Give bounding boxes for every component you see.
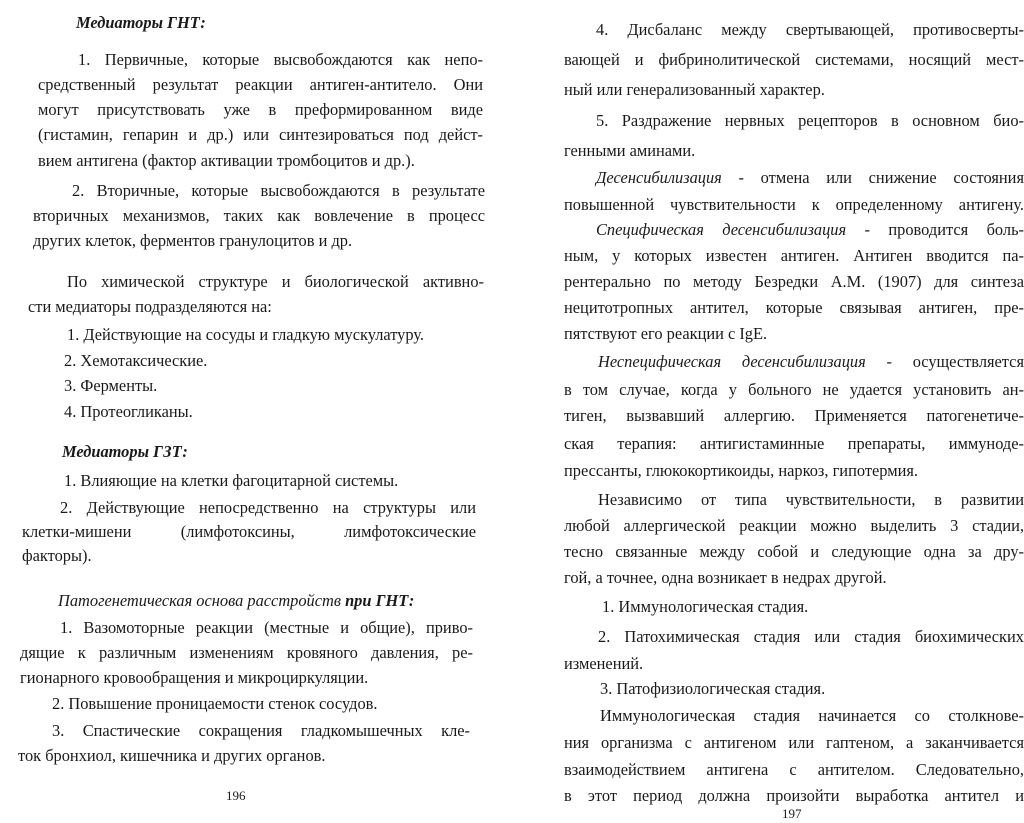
text-line: рентерально по методу Безредки А.М. (1907) для синтеза [564,272,1024,291]
text-line: могут присутствовать уже в преформированном виде [38,100,483,119]
list-item: 2. Повышение проницаемости стенок сосудов. [52,694,378,713]
text-line: повышенной чувствительности к определенному антигену. [564,195,1024,214]
text-line: 4. Дисбаланс между свертывающей, противосверты- [596,20,1024,39]
text-line: нецитотропных антител, которые связывая антиген, пре- [564,298,1024,317]
list-item: 3. Патофизиологическая стадия. [600,679,826,698]
text-line: 2. Вторичные, которые высвобождаются в результате [72,181,485,200]
text-span: - осуществляется [865,352,1024,371]
term-nonspecific-desensitization: Неспецифическая десенсибилизация [598,352,866,371]
text-line: вающей и фибринолитической системами, носящий мест- [564,50,1024,69]
page-number: 196 [226,788,246,803]
text-line: сти медиаторы подразделяются на: [28,297,272,316]
text-line: Иммунологическая стадия начинается со столкнове- [600,706,1024,725]
text-line: вием антигена (фактор активации тромбоцитов и др.). [38,151,415,170]
text-line: взаимодействием антигена с антителом. Следовательно, [564,760,1024,779]
text-line: клетки-мишени (лимфотоксины, лимфотоксические [22,522,476,541]
list-item: 1. Иммунологическая стадия. [602,597,809,616]
text-line: пятствуют его реакции с IgE. [564,324,768,343]
text-line: тиген, вызвавший аллергию. Применяется патогенетиче- [564,406,1024,425]
text-line: изменений. [564,654,644,673]
text-line: ным, у которых известен антиген. Антиген вводится па- [564,246,1024,265]
text-line: вторичных механизмов, таких как вовлечение в процесс [33,206,485,225]
heading-patho-bold: при ГНТ: [345,591,415,610]
text-line: (гистамин, гепарин и др.) или синтезироваться под дейст- [38,125,483,144]
text-line: средственный результат реакции антиген-антитело. Они [38,75,483,94]
text-line: Независимо от типа чувствительности, в развитии [598,490,1024,509]
text-line: 3. Спастические сокращения гладкомышечных кле- [52,721,470,740]
text-line: в том случае, когда у больного не удается установить ан- [564,380,1024,399]
heading-ght: Медиаторы ГНТ: [76,13,206,32]
text-line: в этот период должна произойти выработка антител и [564,786,1024,805]
text-line: По химической структуре и биологической активно- [67,272,484,291]
page-number: 197 [782,806,802,821]
text-line: 2. Патохимическая стадия или стадия биохимических [598,627,1024,646]
list-item: 3. Ферменты. [64,376,158,395]
term-specific-desensitization: Специфическая десенсибилизация [596,220,847,239]
text-line [596,168,1024,188]
text-line: ток бронхиол, кишечника и других органов. [18,746,326,765]
text-span: - отмена или снижение состояния [721,168,1024,187]
text-line [596,220,1024,240]
text-line: факторы). [22,546,92,565]
list-item: 1. Влияющие на клетки фагоцитарной системы. [64,471,399,490]
text-line [598,352,1024,372]
text-line: 1. Вазомоторные реакции (местные и общие), приво- [60,618,473,637]
heading-patho [58,591,414,611]
text-line: гионарного кровообращения и микроциркуляции. [20,668,369,687]
text-line: гой, а точнее, одна возникает в недрах другой. [564,568,887,587]
text-line: дящие к различным изменениям кровяного давления, ре- [20,643,473,662]
list-item: 2. Хемотаксические. [64,351,208,370]
text-line: тесно связанные между собой и следующие одна за дру- [564,542,1024,561]
text-line: 1. Первичные, которые высвобождаются как непо- [78,50,483,69]
text-span: - проводится боль- [846,220,1024,239]
text-line: 2. Действующие непосредственно на структуры или [60,498,476,517]
list-item: 1. Действующие на сосуды и гладкую мускулатуру. [67,325,425,344]
text-line: генными аминами. [564,141,696,160]
text-line: 5. Раздражение нервных рецепторов в основном био- [596,111,1024,130]
text-line: прессанты, глюкокортикоиды, наркоз, гипотермия. [564,461,918,480]
text-line: ный или генерализованный характер. [564,80,825,99]
term-desensitization: Десенсибилизация [596,168,722,187]
text-line: ния организма с антигеном или гаптеном, а заканчивается [564,733,1024,752]
heading-gzt: Медиаторы ГЗТ: [62,442,188,461]
text-line: ская терапия: антигистаминные препараты, иммуноде- [564,434,1024,453]
right-page [512,0,1024,823]
heading-patho-italic: Патогенетическая основа расстройств [58,591,346,610]
text-line: любой аллергической реакции можно выделить 3 стадии, [564,516,1024,535]
list-item: 4. Протеогликаны. [64,402,193,421]
text-line: других клеток, ферментов гранулоцитов и др. [33,231,353,250]
